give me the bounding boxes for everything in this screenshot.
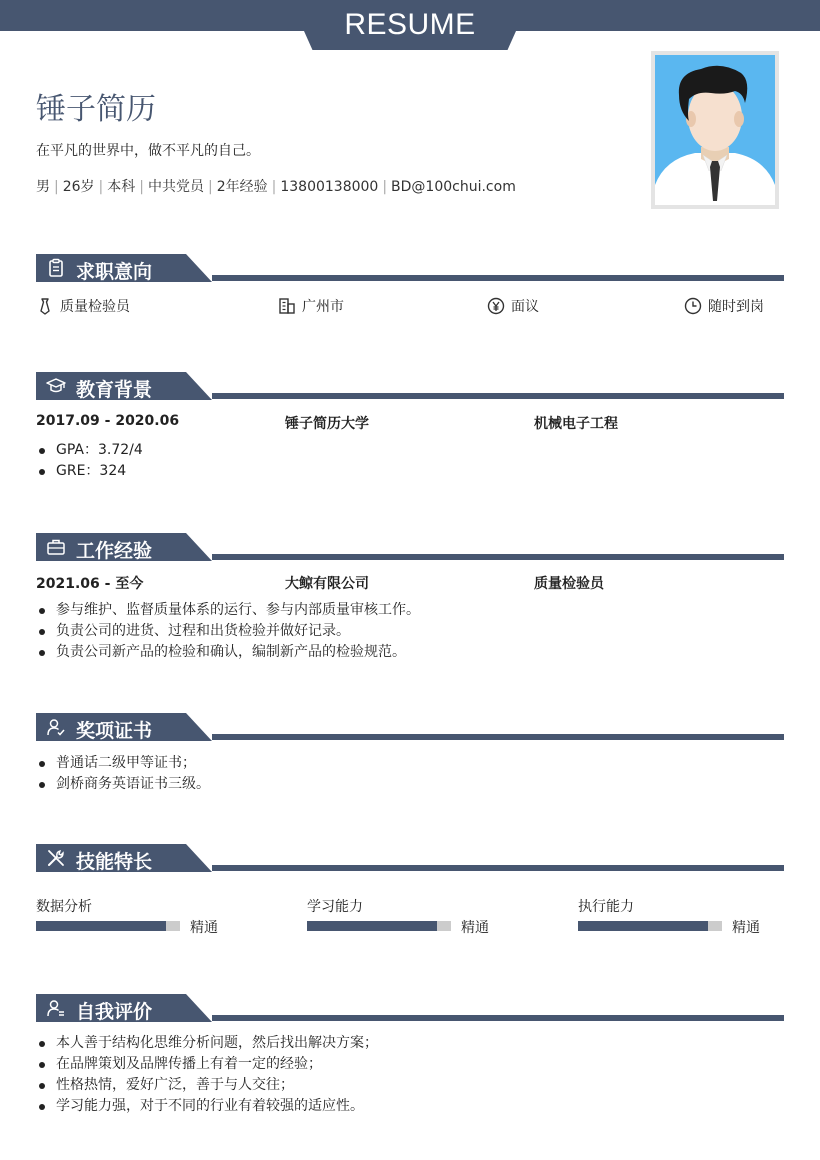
basic-info	[36, 176, 516, 196]
skill-progress-track	[36, 921, 180, 931]
list-item: GRE：324	[36, 461, 143, 482]
section-divider	[212, 554, 784, 560]
section-divider	[212, 275, 784, 281]
work-details	[36, 600, 420, 663]
school-name: 锤子简历大学	[285, 416, 369, 432]
skill-progress-track	[578, 921, 722, 931]
work-period: 2021.06 - 至今	[36, 576, 144, 592]
section-header-education	[36, 372, 784, 402]
clock-icon	[684, 297, 702, 315]
list-item: 本人善于结构化思维分析问题，然后找出解决方案；	[36, 1033, 378, 1054]
skill-item	[578, 896, 778, 936]
section-title: 工作经验	[76, 540, 153, 562]
motto: 在平凡的世界中，做不平凡的自己。	[36, 143, 260, 159]
building-icon	[278, 297, 296, 315]
intent-position	[36, 296, 130, 316]
separator: |	[382, 179, 388, 195]
section-title: 技能特长	[76, 851, 153, 873]
resume-banner-title: RESUME	[344, 8, 476, 41]
skill-item	[307, 896, 507, 936]
section-title: 自我评价	[76, 1001, 153, 1023]
avatar-illustration	[655, 55, 775, 205]
skill-progress-fill	[578, 921, 708, 931]
tools-icon	[46, 848, 66, 868]
section-divider	[212, 865, 784, 871]
list-item: GPA：3.72/4	[36, 440, 143, 461]
gender: 男	[36, 179, 50, 195]
education-details	[36, 440, 143, 482]
intent-city	[278, 296, 344, 316]
separator: |	[207, 179, 213, 195]
email[interactable]: BD@100chui.com	[391, 179, 516, 195]
list-item: 性格热情，爱好广泛，善于与人交往；	[36, 1075, 378, 1096]
list-item: 参与维护、监督质量体系的运行、参与内部质量审核工作。	[36, 600, 420, 621]
awards-list	[36, 753, 210, 795]
work-role: 质量检验员	[534, 576, 604, 592]
section-divider	[212, 393, 784, 399]
person-icon	[46, 998, 66, 1018]
section-title: 求职意向	[76, 261, 153, 283]
major-name: 机械电子工程	[534, 416, 618, 432]
separator: |	[98, 179, 104, 195]
intent-position-text: 质量检验员	[60, 299, 130, 315]
skill-name: 学习能力	[307, 899, 363, 915]
section-header-self-evaluation	[36, 994, 784, 1024]
profile-photo	[651, 51, 779, 209]
skill-level: 精通	[732, 920, 760, 936]
person-badge-icon	[46, 717, 66, 737]
separator: |	[139, 179, 144, 195]
experience-years: 2年经验	[216, 179, 268, 195]
skill-name: 执行能力	[578, 899, 634, 915]
list-item: 学习能力强，对于不同的行业有着较强的适应性。	[36, 1096, 378, 1117]
intent-arrival-text: 随时到岗	[708, 299, 764, 315]
section-divider	[212, 1015, 784, 1021]
candidate-name: 锤子简历	[36, 92, 156, 127]
separator: |	[271, 179, 277, 195]
clipboard-icon	[46, 258, 66, 278]
job-intent-row	[36, 296, 784, 320]
skill-item	[36, 896, 236, 936]
political-status: 中共党员	[147, 179, 204, 195]
phone[interactable]: 13800138000	[280, 179, 379, 195]
degree: 本科	[107, 179, 136, 195]
yuan-icon	[487, 297, 505, 315]
intent-salary	[487, 296, 539, 316]
separator: |	[54, 179, 59, 195]
skill-level: 精通	[190, 920, 218, 936]
skill-progress-fill	[36, 921, 166, 931]
company-name: 大鲸有限公司	[285, 576, 369, 592]
briefcase-icon	[46, 537, 66, 557]
list-item: 在品牌策划及品牌传播上有着一定的经验；	[36, 1054, 378, 1075]
skill-name: 数据分析	[36, 899, 92, 915]
intent-city-text: 广州市	[302, 299, 344, 315]
education-period: 2017.09 - 2020.06	[36, 413, 180, 429]
section-title: 奖项证书	[76, 720, 153, 742]
tie-icon	[36, 297, 54, 315]
skill-progress-fill	[307, 921, 437, 931]
self-evaluation-list	[36, 1033, 378, 1117]
list-item: 负责公司的进货、过程和出货检验并做好记录。	[36, 621, 420, 642]
section-header-awards	[36, 713, 784, 743]
list-item: 剑桥商务英语证书三级。	[36, 774, 210, 795]
intent-arrival	[684, 296, 764, 316]
section-divider	[212, 734, 784, 740]
section-header-skills	[36, 844, 784, 874]
age: 26岁	[62, 179, 95, 195]
section-title: 教育背景	[76, 379, 153, 401]
list-item: 普通话二级甲等证书；	[36, 753, 210, 774]
skill-progress-track	[307, 921, 451, 931]
list-item: 负责公司新产品的检验和确认，编制新产品的检验规范。	[36, 642, 420, 663]
section-header-intent	[36, 254, 784, 284]
skill-level: 精通	[461, 920, 489, 936]
graduation-cap-icon	[46, 376, 66, 396]
section-header-work	[36, 533, 784, 563]
intent-salary-text: 面议	[511, 299, 539, 315]
